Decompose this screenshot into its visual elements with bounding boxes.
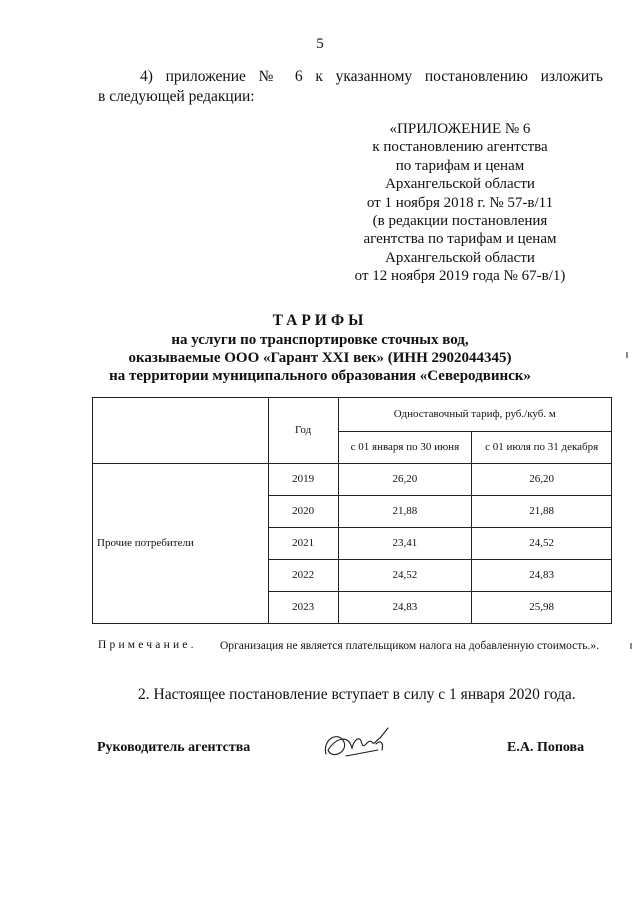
- tariff-cell: 21,88: [338, 496, 472, 528]
- handwritten-signature: [318, 720, 398, 770]
- year-cell: 2020: [268, 496, 338, 528]
- scan-margin-mark: [630, 643, 632, 649]
- table-row: [93, 464, 612, 496]
- scan-margin-mark: [626, 352, 628, 358]
- appendix-line: от 12 ноября 2019 года № 67-в/1): [354, 268, 566, 285]
- amendment-item-text: 4) приложение № 6 к указанному постановлению изложить: [140, 68, 603, 85]
- note-label: Примечание.: [98, 639, 197, 651]
- empty-header-cell: [93, 398, 269, 464]
- document-title: [0, 312, 640, 385]
- appendix-line: «ПРИЛОЖЕНИЕ № 6: [389, 121, 531, 137]
- year-header: Год: [268, 398, 338, 464]
- consumer-category: Прочие потребители: [93, 464, 269, 624]
- appendix-block: [340, 120, 580, 286]
- appendix-line: к постановлению агентства: [372, 139, 548, 156]
- appendix-line: от 1 ноября 2018 г. № 57-в/11: [366, 194, 554, 211]
- note-text: Организация не является плательщиком налога на добавленную стоимость.».: [220, 640, 600, 652]
- tariff-cell: 24,52: [472, 528, 612, 560]
- year-cell: 2019: [268, 464, 338, 496]
- tariff-cell: 24,83: [338, 592, 472, 624]
- tariff-cell: 21,88: [472, 496, 612, 528]
- amendment-item-continuation: в следующей редакции:: [98, 88, 255, 105]
- appendix-line: Архангельской области: [385, 249, 535, 266]
- period-header-2: с 01 июля по 31 декабря: [472, 432, 612, 464]
- year-cell: 2023: [268, 592, 338, 624]
- note: [98, 639, 610, 653]
- effective-date-clause: 2. Настоящее постановление вступает в силу с 1 января 2020 года.: [138, 686, 576, 703]
- signer-name: Е.А. Попова: [507, 740, 585, 755]
- appendix-line: агентства по тарифам и ценам: [363, 231, 557, 248]
- appendix-line: Архангельской области: [385, 176, 535, 193]
- tariff-cell: 24,83: [472, 560, 612, 592]
- tariff-cell: 26,20: [338, 464, 472, 496]
- title-heading: ТАРИФЫ: [272, 312, 368, 329]
- signer-title: Руководитель агентства: [97, 740, 251, 755]
- appendix-line: (в редакции постановления: [372, 213, 548, 230]
- title-line: на территории муниципального образования «Северодвинск»: [109, 368, 531, 384]
- tariff-header: Одноставочный тариф, руб./куб. м: [338, 398, 611, 432]
- title-line: на услуги по транспортировке сточных вод,: [171, 332, 469, 348]
- tariff-table: [92, 397, 612, 624]
- title-line: оказываемые ООО «Гарант XXI век» (ИНН 2902044345): [128, 350, 512, 366]
- year-cell: 2021: [268, 528, 338, 560]
- tariff-cell: 24,52: [338, 560, 472, 592]
- tariff-cell: 25,98: [472, 592, 612, 624]
- tariff-cell: 23,41: [338, 528, 472, 560]
- year-cell: 2022: [268, 560, 338, 592]
- appendix-line: по тарифам и ценам: [395, 157, 525, 174]
- tariff-cell: 26,20: [472, 464, 612, 496]
- period-header-1: с 01 января по 30 июня: [338, 432, 472, 464]
- page-number: 5: [316, 36, 324, 52]
